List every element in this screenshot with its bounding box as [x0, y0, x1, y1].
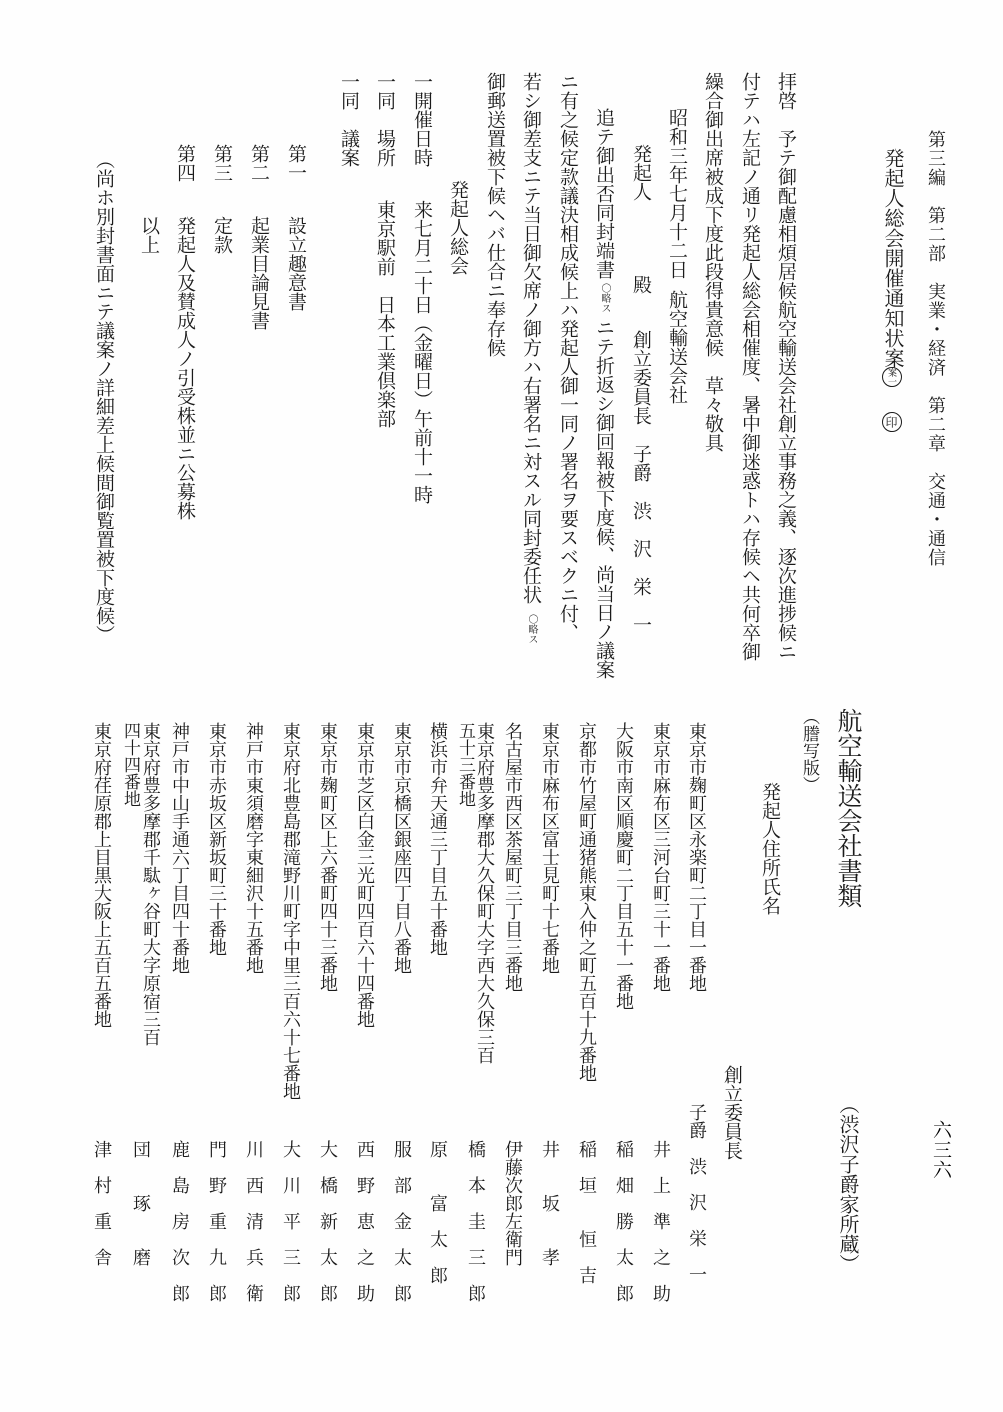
notice-body-line-1: 拝啓 予テ御配慮相煩居候航空輸送会社創立事務之義、逐次進捗候ニ: [775, 72, 797, 661]
addressee-suffix: 殿: [630, 275, 652, 294]
roster-name: 門 野 重 九 郎: [206, 1140, 227, 1302]
roster-name: 橋 本 圭 三 郎: [465, 1140, 486, 1302]
notice-signer: 創立委員長 子爵 渋 沢 栄 一: [630, 330, 652, 634]
notice-date: 昭和三年七月十二日: [666, 108, 688, 279]
roster-address: 東京府豊多摩郡千駄ヶ谷町大字原宿三百: [140, 722, 161, 1046]
roster-address: 京都市竹屋町通猪熊東入仲之町五百十九番地: [576, 722, 597, 1082]
item-label-date: 一開催日時: [411, 72, 433, 167]
roster-address: 東京市芝区白金三光町四百六十四番地: [354, 722, 375, 1028]
postscript-note-3: 〇略ス: [526, 614, 537, 644]
chairman-role: 創立委員長: [721, 1065, 743, 1160]
postscript-line-4: 御郵送置被下候ヘバ仕合ニ奉存候: [484, 72, 506, 357]
running-head: 第三編 第二部 実業・経済 第二章 交通・通信: [925, 130, 946, 567]
roster-name: 川 西 清 兵 衛: [243, 1140, 264, 1302]
roster-address: 東京府豊多摩郡大久保町大字西大久保三百: [474, 722, 495, 1064]
postscript-line-2: ニ有之候定款議決相成候上ハ発起人御一同ノ署名ヲ要スベクニ付、: [557, 72, 579, 642]
roster-address-cont: 五十三番地: [455, 722, 475, 807]
postscript-line-3a: 若シ御差支ニテ当日御欠席ノ御方ハ右署名ニ対スル同封委任状: [520, 72, 542, 604]
item-label-agenda: 一同 議案: [338, 72, 360, 167]
roster-title: 航空輸送会社書類: [834, 708, 863, 908]
roster-heading: 発起人住所氏名: [759, 782, 781, 915]
notice-body-line-2: 付テハ左記ノ通リ発起人総会相催度、暑中御迷惑トハ存候ヘ共何卒御: [739, 72, 761, 661]
roster-name: 井 上 準 之 助: [650, 1140, 671, 1302]
agenda-text-1: 設立趣意書: [285, 216, 307, 311]
roster-address: 東京市麹町区上六番町四十三番地: [317, 722, 338, 992]
item-label-place: 一同 場所: [374, 72, 396, 167]
closing: 以上: [138, 216, 160, 254]
roster-address: 東京市赤坂区新坂町三十番地: [206, 722, 227, 956]
roster-address: 東京市麻布区三河台町三十一番地: [650, 722, 671, 992]
roster-name: 子爵 渋 沢 栄 一: [686, 1103, 707, 1283]
roster-address: 横浜市弁天通三丁目五十番地: [427, 722, 448, 956]
meeting-title: 発起人総会: [447, 180, 469, 275]
roster-address: 東京市麹町区永楽町二丁目一番地: [686, 722, 707, 992]
notice-title: 発起人総会開催通知状案: [881, 148, 905, 368]
addressee-prefix: 発起人: [630, 144, 652, 201]
roster-name: 稲 畑 勝 太 郎: [613, 1140, 634, 1302]
agenda-no-2: 第二: [248, 144, 270, 182]
roster-name: 大 川 平 三 郎: [280, 1140, 301, 1302]
roster-address: 東京市麻布区富士見町十七番地: [539, 722, 560, 974]
roster-address: 東京府荏原郡上目黒大阪上五百五番地: [91, 722, 112, 1028]
notice-stamps: [882, 367, 902, 432]
roster-name: 津 村 重 舎: [91, 1140, 112, 1266]
agenda-no-1: 第一: [285, 144, 307, 182]
postscript-line-1b: ニテ折返シ御回報被下度候、尚当日ノ議案: [593, 318, 615, 679]
roster-name: 鹿 島 房 次 郎: [169, 1140, 190, 1302]
draft-stamp: 案一: [882, 367, 902, 387]
roster-address: 神戸市中山手通六丁目四十番地: [169, 722, 190, 974]
roster-source: （渋沢子爵家所蔵）: [836, 1094, 860, 1274]
roster-address: 東京市京橋区銀座四丁目八番地: [391, 722, 412, 974]
notice-body-line-3: 繰合御出席被成下度此段得貴意候 草々敬具: [702, 72, 724, 452]
postscript-line-1a: 追テ御出否同封端書: [593, 108, 615, 279]
roster-address-cont: 四十四番地: [120, 722, 140, 807]
roster-name: 西 野 恵 之 助: [354, 1140, 375, 1302]
roster-name: 稲 垣 恒 吉: [576, 1140, 597, 1284]
roster-name: 大 橋 新 太 郎: [317, 1140, 338, 1302]
agenda-no-4: 第四: [174, 144, 196, 182]
agenda-text-2: 起業目論見書: [248, 216, 270, 330]
roster-address: 名古屋市西区茶屋町三丁目三番地: [502, 722, 523, 992]
roster-name: 原 富 太 郎: [427, 1140, 448, 1284]
seal-stamp: 印: [882, 412, 902, 432]
roster-address: 東京府北豊島郡滝野川町字中里三百六十七番地: [280, 722, 301, 1100]
footnote: （尚ホ別封書面ニテ議案ノ詳細差上候間御覧置被下度候）: [93, 150, 115, 644]
notice-company: 航空輸送会社: [666, 290, 688, 404]
roster-address: 神戸市東須磨字東細沢十五番地: [243, 722, 264, 974]
roster-name: 井 坂 孝: [539, 1140, 560, 1266]
agenda-text-3: 定款: [211, 216, 233, 254]
item-value-place: 東京駅前 日本工業倶楽部: [374, 200, 396, 428]
roster-name: 伊藤次郎左衛門: [502, 1140, 523, 1266]
agenda-no-3: 第三: [211, 144, 233, 182]
roster-address: 大阪市南区順慶町二丁目五十一番地: [613, 722, 634, 1010]
agenda-text-4: 発起人及賛成人ノ引受株並ニ公募株: [174, 216, 196, 520]
item-value-date: 来七月二十日（金曜日）午前十一時: [411, 200, 433, 504]
postscript-note-1: 〇略ス: [599, 283, 610, 313]
roster-name: 団 琢 磨: [130, 1140, 151, 1266]
roster-edition: （謄写版）: [799, 708, 819, 793]
roster-name: 服 部 金 太 郎: [391, 1140, 412, 1302]
page-number: 六三六: [930, 1120, 952, 1180]
